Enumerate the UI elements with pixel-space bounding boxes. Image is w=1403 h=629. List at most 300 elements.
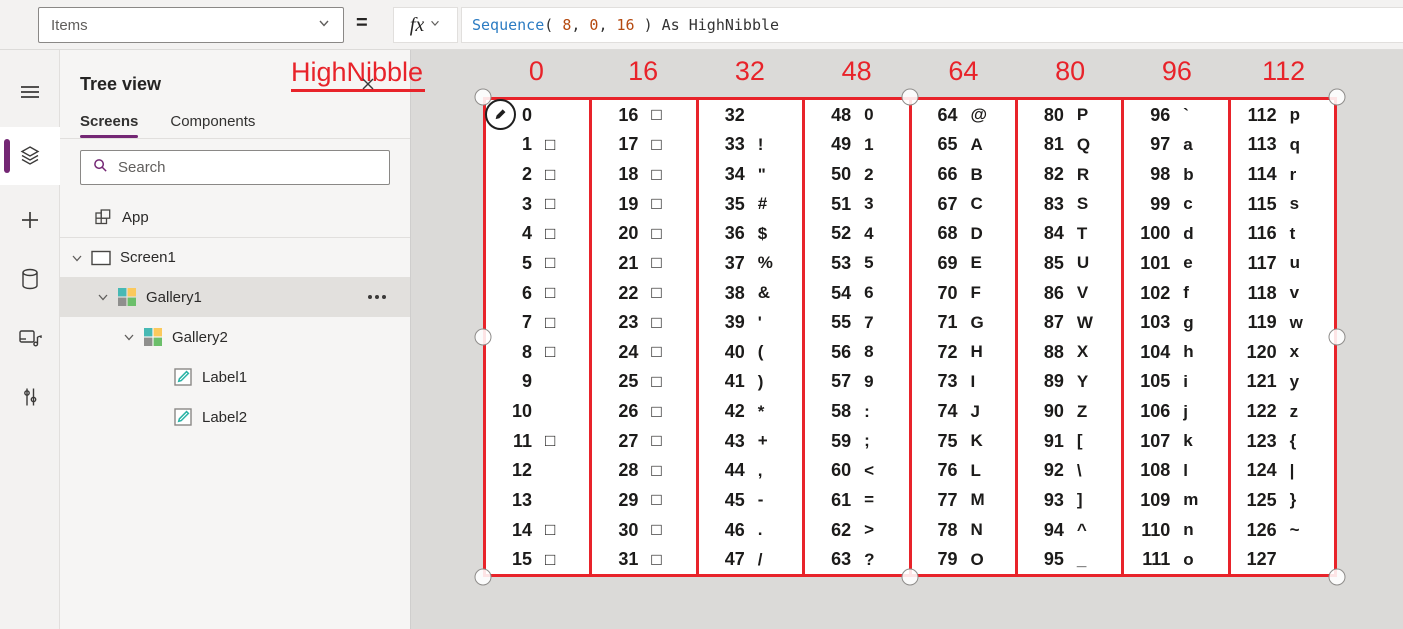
gallery-row xyxy=(699,159,802,189)
gallery-row xyxy=(912,367,1015,397)
char-glyph-label: Y xyxy=(1076,371,1089,391)
char-code-label: 71 xyxy=(937,312,958,333)
char-glyph-label: 0 xyxy=(864,105,874,125)
char-glyph-label: ' xyxy=(757,312,762,332)
char-code-label: 107 xyxy=(1140,430,1171,451)
char-glyph-label: / xyxy=(757,549,763,569)
char-code-label: 23 xyxy=(618,312,639,333)
char-glyph-label: y xyxy=(1289,371,1300,391)
formula-token: 16 xyxy=(616,16,635,34)
tree-search-box[interactable] xyxy=(80,150,390,185)
gallery-row xyxy=(805,544,908,574)
gallery-row xyxy=(805,130,908,160)
char-glyph-label: □ xyxy=(545,431,556,451)
left-navigation-rail xyxy=(0,50,60,629)
char-glyph-label: _ xyxy=(1076,549,1087,569)
tree-item-screen1[interactable] xyxy=(60,237,410,277)
char-code-label: 122 xyxy=(1246,401,1277,422)
gallery-row xyxy=(592,159,695,189)
formula-input[interactable] xyxy=(461,7,1403,43)
property-selector-dropdown[interactable] xyxy=(38,7,344,43)
column-header-label[interactable]: 80 xyxy=(1055,56,1086,86)
char-glyph-label: G xyxy=(970,312,984,332)
char-glyph-label: A xyxy=(970,134,983,154)
char-glyph-label: ] xyxy=(1076,490,1083,510)
more-options-icon[interactable] xyxy=(368,295,386,299)
gallery-template-column[interactable] xyxy=(699,100,805,574)
char-glyph-label: @ xyxy=(970,105,988,125)
char-code-label: 7 xyxy=(521,312,532,333)
char-code-label: 41 xyxy=(724,371,745,392)
char-code-label: 6 xyxy=(521,282,532,303)
char-glyph-label: g xyxy=(1183,312,1194,332)
char-code-label: 69 xyxy=(937,252,958,273)
char-glyph-label: & xyxy=(757,283,771,303)
char-code-label: 81 xyxy=(1043,134,1064,155)
tree-item-label: Gallery2 xyxy=(172,328,228,346)
property-selector-value: Items xyxy=(51,16,88,34)
column-header-label[interactable]: 64 xyxy=(948,56,979,86)
resize-handle-bottom-right[interactable] xyxy=(1329,569,1346,586)
char-code-label: 2 xyxy=(521,164,532,185)
column-header-label[interactable]: 96 xyxy=(1161,56,1192,86)
char-code-label: 124 xyxy=(1246,460,1277,481)
char-glyph-label: □ xyxy=(651,401,662,421)
column-header-label[interactable]: 112 xyxy=(1262,56,1306,86)
gallery-row xyxy=(1231,307,1334,337)
char-glyph-label: □ xyxy=(651,105,662,125)
char-code-label: 98 xyxy=(1150,164,1171,185)
gallery-row xyxy=(1018,367,1121,397)
gallery-row xyxy=(1124,426,1227,456)
char-glyph-label: E xyxy=(970,253,982,273)
char-code-label: 28 xyxy=(618,460,639,481)
char-code-label: 8 xyxy=(521,341,532,362)
gallery-row xyxy=(912,219,1015,249)
char-glyph-label: □ xyxy=(651,371,662,391)
char-code-label: 119 xyxy=(1247,312,1277,333)
char-code-label: 24 xyxy=(618,341,639,362)
char-glyph-label: 3 xyxy=(864,194,874,214)
gallery-row xyxy=(486,485,589,515)
char-glyph-label: K xyxy=(970,431,983,451)
column-header-label[interactable]: 0 xyxy=(528,56,544,86)
char-glyph-label: W xyxy=(1076,312,1093,332)
gallery-row xyxy=(699,367,802,397)
char-code-label: 92 xyxy=(1043,460,1064,481)
char-glyph-label: 1 xyxy=(864,134,874,154)
char-code-label: 97 xyxy=(1150,134,1171,155)
gallery-row xyxy=(1124,278,1227,308)
char-glyph-label: * xyxy=(757,401,765,421)
gallery-row xyxy=(699,544,802,574)
gallery-row xyxy=(1124,219,1227,249)
gallery-row xyxy=(592,456,695,486)
tab-components[interactable]: Components xyxy=(170,113,256,130)
gallery-row xyxy=(1018,337,1121,367)
gallery-row xyxy=(1018,515,1121,545)
gallery-row xyxy=(1231,219,1334,249)
tree-item-label2[interactable] xyxy=(60,397,410,437)
tabs-divider xyxy=(60,138,410,139)
char-glyph-label: 5 xyxy=(864,253,874,273)
char-glyph-label: [ xyxy=(1076,431,1083,451)
char-glyph-label: ; xyxy=(864,431,870,451)
char-glyph-label: □ xyxy=(651,164,662,184)
char-code-label: 35 xyxy=(724,193,745,214)
char-code-label: 29 xyxy=(618,489,639,510)
gallery-row xyxy=(805,337,908,367)
char-code-label: 63 xyxy=(831,549,852,570)
char-glyph-label: $ xyxy=(757,223,768,243)
gallery-row xyxy=(699,515,802,545)
column-header-label[interactable]: 48 xyxy=(841,56,872,86)
gallery-row xyxy=(699,307,802,337)
char-glyph-label: 4 xyxy=(864,223,874,243)
resize-handle-top-right[interactable] xyxy=(1329,89,1346,106)
char-code-label: 22 xyxy=(618,282,639,303)
tree-item-gallery1[interactable] xyxy=(60,277,410,317)
chevron-down-icon[interactable] xyxy=(120,330,138,344)
char-glyph-label: % xyxy=(757,253,773,273)
gallery-row xyxy=(1231,456,1334,486)
tree-view-tabs xyxy=(60,95,410,138)
gallery-row xyxy=(592,278,695,308)
tree-item-label: Label2 xyxy=(202,408,248,426)
char-glyph-label: ( xyxy=(757,342,764,362)
char-code-label: 37 xyxy=(724,252,745,273)
char-code-label: 72 xyxy=(937,341,958,362)
char-glyph-label: J xyxy=(970,401,980,421)
char-glyph-label: ? xyxy=(864,549,875,569)
char-code-label: 62 xyxy=(831,519,852,540)
gallery-template-column[interactable] xyxy=(1018,100,1124,574)
tree-item-app[interactable] xyxy=(60,197,410,237)
char-glyph-label: i xyxy=(1183,371,1188,391)
char-code-label: 104 xyxy=(1140,341,1171,362)
char-code-label: 12 xyxy=(511,460,532,481)
gallery-row xyxy=(805,426,908,456)
char-code-label: 117 xyxy=(1247,252,1277,273)
char-glyph-label: , xyxy=(757,460,763,480)
char-glyph-label: 9 xyxy=(864,371,874,391)
data-icon[interactable] xyxy=(0,255,60,303)
gallery-row xyxy=(486,278,589,308)
tree-view-panel xyxy=(60,50,411,629)
char-glyph-label: x xyxy=(1289,342,1300,362)
gallery-template-column[interactable] xyxy=(486,100,592,574)
tree-item-gallery2[interactable] xyxy=(60,317,410,357)
gallery-row xyxy=(805,456,908,486)
gallery-row xyxy=(1018,307,1121,337)
char-glyph-label: r xyxy=(1289,164,1297,184)
char-glyph-label: Z xyxy=(1076,401,1088,421)
char-code-label: 39 xyxy=(724,312,745,333)
resize-handle-middle-right[interactable] xyxy=(1329,329,1346,346)
char-glyph-label: V xyxy=(1076,283,1089,303)
char-code-label: 9 xyxy=(521,371,532,392)
gallery-row xyxy=(592,189,695,219)
char-glyph-label: N xyxy=(970,520,983,540)
char-code-label: 116 xyxy=(1247,223,1277,244)
gallery-column-headers xyxy=(483,56,1337,92)
char-glyph-label: s xyxy=(1289,194,1300,214)
gallery-row xyxy=(1018,485,1121,515)
gallery-row xyxy=(486,426,589,456)
char-code-label: 78 xyxy=(937,519,958,540)
char-glyph-label: □ xyxy=(651,283,662,303)
char-glyph-label: b xyxy=(1183,164,1194,184)
chevron-down-icon[interactable] xyxy=(68,251,86,265)
char-code-label: 59 xyxy=(831,430,852,451)
char-code-label: 48 xyxy=(831,104,852,125)
char-code-label: 51 xyxy=(831,193,852,214)
gallery-row xyxy=(912,159,1015,189)
char-code-label: 76 xyxy=(937,460,958,481)
gallery-row xyxy=(486,307,589,337)
char-code-label: 19 xyxy=(618,193,639,214)
resize-handle-bottom-left[interactable] xyxy=(475,569,492,586)
char-code-label: 34 xyxy=(724,164,745,185)
gallery-row xyxy=(1231,159,1334,189)
char-code-label: 61 xyxy=(831,489,852,510)
label-icon xyxy=(172,366,194,388)
gallery-icon xyxy=(116,286,138,308)
gallery-group-label[interactable]: HighNibble xyxy=(291,58,425,92)
gallery-row xyxy=(1018,159,1121,189)
char-code-label: 11 xyxy=(512,430,532,451)
char-glyph-label: h xyxy=(1183,342,1194,362)
hamburger-menu-icon[interactable] xyxy=(0,68,60,116)
gallery-row xyxy=(699,337,802,367)
gallery-row xyxy=(699,100,802,130)
panel-title: Tree view xyxy=(80,74,162,94)
char-code-label: 80 xyxy=(1043,104,1064,125)
gallery-template-column[interactable] xyxy=(805,100,911,574)
gallery-row xyxy=(1124,396,1227,426)
char-code-label: 26 xyxy=(618,401,639,422)
char-code-label: 14 xyxy=(511,519,532,540)
gallery-row xyxy=(1231,515,1334,545)
search-input[interactable] xyxy=(118,159,377,176)
gallery-row xyxy=(1231,100,1334,130)
char-glyph-label: + xyxy=(757,431,768,451)
char-code-label: 100 xyxy=(1140,223,1171,244)
screen-icon xyxy=(90,247,112,269)
char-glyph-label: # xyxy=(757,194,768,214)
char-glyph-label: . xyxy=(757,520,763,540)
char-code-label: 52 xyxy=(831,223,852,244)
char-glyph-label: m xyxy=(1183,490,1199,510)
char-code-label: 18 xyxy=(618,164,639,185)
gallery-row xyxy=(1231,278,1334,308)
char-code-label: 57 xyxy=(831,371,852,392)
char-glyph-label: C xyxy=(970,194,983,214)
char-code-label: 47 xyxy=(724,549,745,570)
gallery-template-column[interactable] xyxy=(912,100,1018,574)
char-code-label: 87 xyxy=(1043,312,1064,333)
char-glyph-label: < xyxy=(864,460,875,480)
gallery-row xyxy=(699,396,802,426)
char-glyph-label: ! xyxy=(757,134,764,154)
gallery-row xyxy=(699,219,802,249)
char-glyph-label: 7 xyxy=(864,312,874,332)
gallery-row xyxy=(592,130,695,160)
char-code-label: 32 xyxy=(724,104,745,125)
char-glyph-label: c xyxy=(1183,194,1193,214)
char-glyph-label: t xyxy=(1289,223,1296,243)
char-code-label: 44 xyxy=(724,460,745,481)
gallery-row xyxy=(805,159,908,189)
char-code-label: 20 xyxy=(618,223,639,244)
gallery1-control[interactable] xyxy=(483,97,1337,577)
char-code-label: 13 xyxy=(511,489,532,510)
insert-icon[interactable] xyxy=(0,196,60,244)
gallery-template-column[interactable] xyxy=(1231,100,1334,574)
gallery-template-column[interactable] xyxy=(1124,100,1230,574)
resize-handle-top-center[interactable] xyxy=(902,89,919,106)
char-code-label: 96 xyxy=(1150,104,1171,125)
char-code-label: 38 xyxy=(724,282,745,303)
gallery-row xyxy=(486,189,589,219)
chevron-down-icon[interactable] xyxy=(94,290,112,304)
formula-token: ) As HighNibble xyxy=(634,16,780,34)
char-glyph-label: v xyxy=(1289,283,1300,303)
gallery-row xyxy=(592,307,695,337)
char-glyph-label: □ xyxy=(651,194,662,214)
char-code-label: 60 xyxy=(831,460,852,481)
resize-handle-bottom-center[interactable] xyxy=(902,569,919,586)
char-code-label: 17 xyxy=(618,134,639,155)
char-code-label: 120 xyxy=(1246,341,1277,362)
gallery-row xyxy=(1124,159,1227,189)
char-glyph-label: □ xyxy=(545,164,556,184)
gallery-row xyxy=(805,248,908,278)
char-glyph-label: | xyxy=(1289,460,1295,480)
char-code-label: 54 xyxy=(831,282,852,303)
column-header-label[interactable]: 16 xyxy=(628,56,659,86)
gallery-row xyxy=(486,456,589,486)
gallery-row xyxy=(1018,248,1121,278)
char-code-label: 108 xyxy=(1140,460,1171,481)
char-code-label: 33 xyxy=(724,134,745,155)
gallery-row xyxy=(699,130,802,160)
char-code-label: 16 xyxy=(618,104,639,125)
char-code-label: 42 xyxy=(724,401,745,422)
gallery-row xyxy=(592,248,695,278)
char-glyph-label: □ xyxy=(545,549,556,569)
char-code-label: 126 xyxy=(1246,519,1277,540)
char-glyph-label: } xyxy=(1289,490,1297,510)
char-glyph-label: ) xyxy=(757,371,764,391)
gallery-row xyxy=(592,367,695,397)
tree-item-label1[interactable] xyxy=(60,357,410,397)
char-glyph-label: o xyxy=(1183,549,1194,569)
char-code-label: 50 xyxy=(831,164,852,185)
char-code-label: 3 xyxy=(521,193,532,214)
char-glyph-label: □ xyxy=(545,253,556,273)
advanced-tools-icon[interactable] xyxy=(0,373,60,421)
char-code-label: 70 xyxy=(937,282,958,303)
gallery-row xyxy=(699,278,802,308)
char-code-label: 55 xyxy=(831,312,852,333)
resize-handle-middle-left[interactable] xyxy=(475,329,492,346)
tab-screens[interactable]: Screens xyxy=(80,113,138,138)
equals-sign: = xyxy=(356,12,368,34)
char-code-label: 77 xyxy=(937,489,958,510)
tree-view-icon[interactable] xyxy=(0,127,60,185)
char-code-label: 105 xyxy=(1140,371,1171,392)
media-icon[interactable] xyxy=(0,314,60,362)
char-code-label: 102 xyxy=(1140,282,1171,303)
char-code-label: 85 xyxy=(1043,252,1064,273)
gallery-row xyxy=(1124,367,1227,397)
gallery-row xyxy=(699,485,802,515)
char-code-label: 101 xyxy=(1140,252,1171,273)
gallery-row xyxy=(912,307,1015,337)
char-code-label: 27 xyxy=(618,430,639,451)
char-glyph-label: ^ xyxy=(1076,520,1087,540)
gallery-row xyxy=(912,189,1015,219)
char-code-label: 112 xyxy=(1247,104,1277,125)
tree-item-label: Gallery1 xyxy=(146,288,202,306)
char-code-label: 15 xyxy=(511,549,532,570)
char-code-label: 0 xyxy=(521,104,532,125)
char-glyph-label: □ xyxy=(651,312,662,332)
char-glyph-label: □ xyxy=(545,312,556,332)
char-glyph-label: f xyxy=(1183,283,1189,303)
gallery-row xyxy=(912,485,1015,515)
char-code-label: 109 xyxy=(1140,489,1171,510)
char-code-label: 88 xyxy=(1043,341,1064,362)
char-glyph-label: " xyxy=(757,164,766,184)
edit-gallery-pencil-icon[interactable] xyxy=(485,99,516,130)
gallery-row xyxy=(1018,130,1121,160)
char-glyph-label: □ xyxy=(651,223,662,243)
gallery-row xyxy=(1018,278,1121,308)
gallery-row xyxy=(912,130,1015,160)
char-glyph-label: □ xyxy=(545,194,556,214)
char-glyph-label: ~ xyxy=(1289,520,1300,540)
fx-dropdown-button[interactable] xyxy=(393,7,458,43)
gallery-template-column[interactable] xyxy=(592,100,698,574)
gallery-row xyxy=(805,100,908,130)
tree-item-label: Label1 xyxy=(202,368,248,386)
char-glyph-label: □ xyxy=(545,223,556,243)
formula-token: 0 xyxy=(589,16,599,34)
gallery-row xyxy=(1231,130,1334,160)
column-header-label[interactable]: 32 xyxy=(734,56,765,86)
char-code-label: 56 xyxy=(831,341,852,362)
char-code-label: 82 xyxy=(1043,164,1064,185)
char-code-label: 53 xyxy=(831,252,852,273)
char-glyph-label: □ xyxy=(651,431,662,451)
char-glyph-label: □ xyxy=(651,520,662,540)
char-glyph-label: > xyxy=(864,520,875,540)
gallery-row xyxy=(805,189,908,219)
char-glyph-label: □ xyxy=(651,460,662,480)
char-glyph-label: T xyxy=(1076,223,1088,243)
char-glyph-label: 2 xyxy=(864,164,874,184)
gallery-row xyxy=(592,396,695,426)
gallery-row xyxy=(1018,396,1121,426)
char-glyph-label: \ xyxy=(1076,460,1082,480)
char-code-label: 99 xyxy=(1150,193,1171,214)
char-code-label: 111 xyxy=(1142,549,1171,570)
char-code-label: 90 xyxy=(1043,401,1064,422)
gallery-row xyxy=(805,367,908,397)
char-glyph-label: j xyxy=(1183,401,1188,421)
